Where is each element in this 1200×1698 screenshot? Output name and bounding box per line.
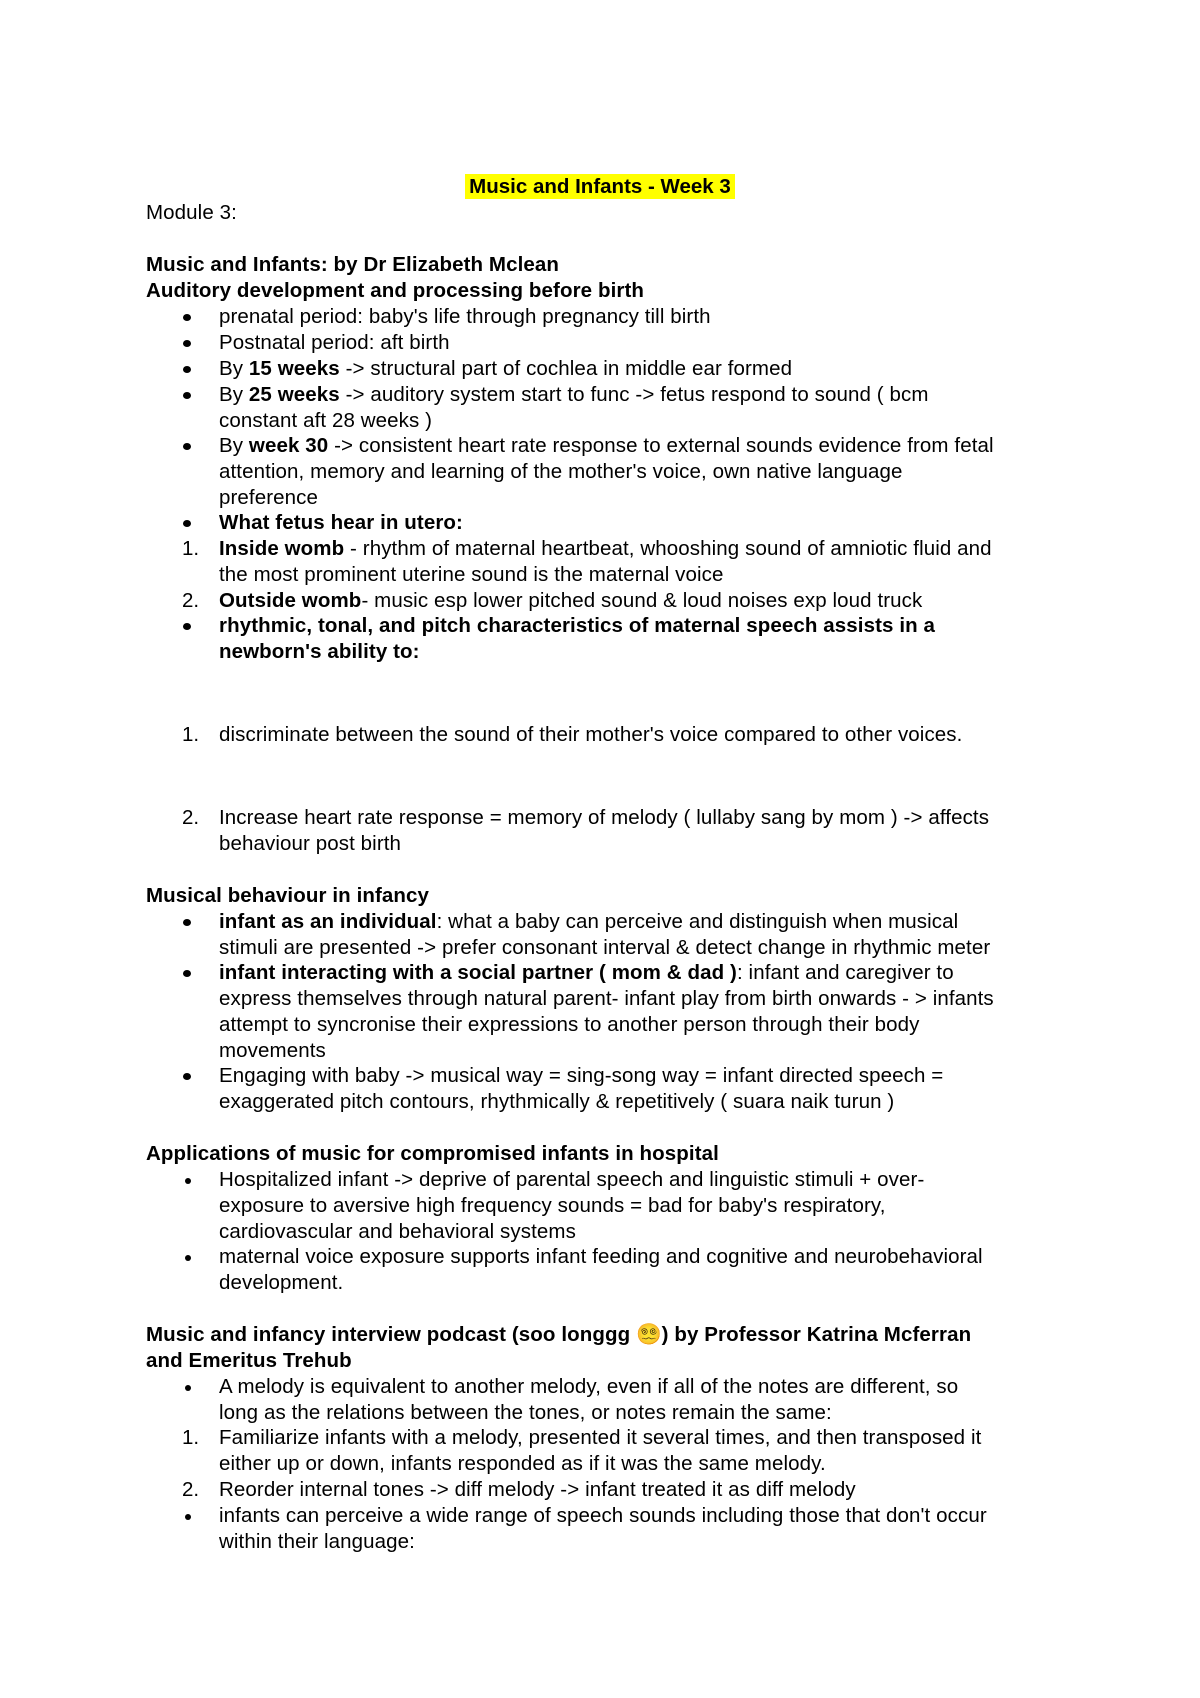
list-item: infant interacting with a social partner ( mom & dad ): infant and caregiver to <box>219 961 954 984</box>
bullet-icon <box>183 314 191 321</box>
list-item: Inside womb - rhythm of maternal heartbeat, whooshing sound of amniotic fluid and <box>219 537 992 560</box>
heading-podcast-continuation: and Emeritus Trehub <box>146 1349 352 1372</box>
bullet-icon <box>185 1255 191 1261</box>
heading-musical-behaviour: Musical behaviour in infancy <box>146 884 430 907</box>
list-item: A melody is equivalent to another melody, even if all of the notes are different, so <box>219 1375 959 1398</box>
heading-auditory-development: Auditory development and processing before birth <box>146 279 645 302</box>
list-number: 2. <box>182 589 200 612</box>
bullet-icon <box>183 366 191 373</box>
list-item: prenatal period: baby's life through pregnancy till birth <box>219 305 711 328</box>
bullet-icon <box>183 1073 191 1080</box>
list-item: What fetus hear in utero: <box>219 511 463 534</box>
list-item-continuation: either up or down, infants responded as if it was the same melody. <box>219 1452 826 1475</box>
list-item-continuation: long as the relations between the tones, or notes remain the same: <box>219 1401 832 1424</box>
bullet-icon <box>183 623 191 630</box>
list-number: 1. <box>182 537 200 560</box>
list-item: rhythmic, tonal, and pitch characteristics of maternal speech assists in a <box>219 614 936 637</box>
module-label: Module 3: <box>146 201 237 224</box>
list-item-continuation: express themselves through natural parent- infant play from birth onwards - > infants <box>219 987 994 1010</box>
list-number: 1. <box>182 1426 200 1449</box>
list-item: Hospitalized infant -> deprive of parental speech and linguistic stimuli + over- <box>219 1168 925 1191</box>
list-item-continuation: attention, memory and learning of the mother's voice, own native language <box>219 460 903 483</box>
list-item-continuation: exposure to aversive high frequency sounds = bad for baby's respiratory, <box>219 1194 886 1217</box>
list-item-continuation: stimuli are presented -> prefer consonant interval & detect change in rhythmic meter <box>219 936 991 959</box>
list-item: infants can perceive a wide range of speech sounds including those that don't occur <box>219 1504 987 1527</box>
heading-podcast: Music and infancy interview podcast (soo longgg 😵‍💫) by Professor Katrina Mcferran <box>146 1323 972 1346</box>
list-item: By 15 weeks -> structural part of cochlea in middle ear formed <box>219 357 793 380</box>
list-item: By week 30 -> consistent heart rate response to external sounds evidence from fetal <box>219 434 994 457</box>
list-item-continuation: within their language: <box>219 1530 415 1553</box>
heading-applications: Applications of music for compromised infants in hospital <box>146 1142 719 1165</box>
list-item-continuation: cardiovascular and behavioral systems <box>219 1220 576 1243</box>
bullet-icon <box>185 1514 191 1520</box>
bullet-icon <box>185 1178 191 1184</box>
list-item-continuation: movements <box>219 1039 326 1062</box>
bullet-icon <box>183 392 191 399</box>
highlighted-title: Music and Infants - Week 3 <box>465 174 735 199</box>
bullet-icon <box>183 443 191 450</box>
list-item: Engaging with baby -> musical way = sing-song way = infant directed speech = <box>219 1064 944 1087</box>
list-item: By 25 weeks -> auditory system start to func -> fetus respond to sound ( bcm <box>219 383 929 406</box>
bullet-icon <box>183 970 191 977</box>
bullet-icon <box>183 340 191 347</box>
list-item-continuation: exaggerated pitch contours, rhythmically & repetitively ( suara naik turun ) <box>219 1090 895 1113</box>
list-item-continuation: newborn's ability to: <box>219 640 420 663</box>
list-item-continuation: preference <box>219 486 319 509</box>
list-item: infant as an individual: what a baby can perceive and distinguish when musical <box>219 910 959 933</box>
list-item-continuation: development. <box>219 1271 344 1294</box>
list-item: discriminate between the sound of their mother's voice compared to other voices. <box>219 723 963 746</box>
list-item: maternal voice exposure supports infant feeding and cognitive and neurobehavioral <box>219 1245 983 1268</box>
list-item: Familiarize infants with a melody, presented it several times, and then transposed it <box>219 1426 982 1449</box>
list-item-continuation: the most prominent uterine sound is the maternal voice <box>219 563 724 586</box>
list-item: Increase heart rate response = memory of melody ( lullaby sang by mom ) -> affects <box>219 806 990 829</box>
list-item: Outside womb- music esp lower pitched sound & loud noises exp loud truck <box>219 589 923 612</box>
list-number: 2. <box>182 806 200 829</box>
bullet-icon <box>185 1385 191 1391</box>
list-item-continuation: behaviour post birth <box>219 832 402 855</box>
list-item-continuation: attempt to syncronise their expressions to another person through their body <box>219 1013 920 1036</box>
list-item: Reorder internal tones -> diff melody -> infant treated it as diff melody <box>219 1478 856 1501</box>
page-title <box>0 174 1200 200</box>
heading-music-infants: Music and Infants: by Dr Elizabeth Mclean <box>146 253 560 276</box>
bullet-icon <box>183 520 191 527</box>
bullet-icon <box>183 919 191 926</box>
list-item-continuation: constant aft 28 weeks ) <box>219 409 433 432</box>
list-number: 2. <box>182 1478 200 1501</box>
list-item: Postnatal period: aft birth <box>219 331 450 354</box>
list-number: 1. <box>182 723 200 746</box>
